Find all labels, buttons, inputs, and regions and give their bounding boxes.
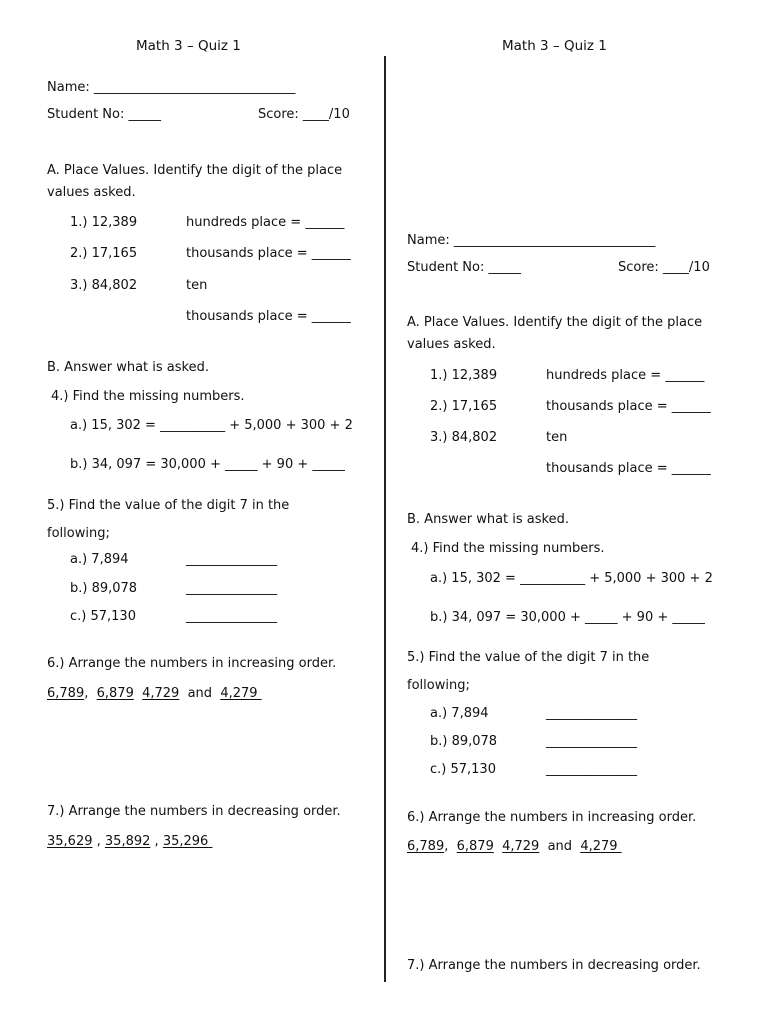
item-3-number: 3.) 84,802 bbox=[70, 278, 138, 293]
quiz-title: Math 3 – Quiz 1 bbox=[136, 38, 241, 54]
question-4a[interactable]: a.) 15, 302 = __________ + 5,000 + 300 + 2 bbox=[70, 418, 353, 433]
question-5b-blank[interactable]: ______________ bbox=[546, 734, 637, 749]
question-5c-blank[interactable]: ______________ bbox=[186, 609, 277, 624]
number: 4,279 bbox=[220, 686, 258, 701]
quiz-title: Math 3 – Quiz 1 bbox=[502, 38, 607, 54]
number: 6,879 bbox=[456, 839, 494, 854]
section-a-heading-cont: values asked. bbox=[407, 337, 496, 352]
item-2-number: 2.) 17,165 bbox=[430, 399, 498, 414]
question-5: 5.) Find the value of the digit 7 in the bbox=[47, 498, 290, 513]
question-6: 6.) Arrange the numbers in increasing order. bbox=[47, 656, 337, 671]
name-field[interactable]: Name: _______________________________ bbox=[407, 233, 656, 248]
question-5a-blank[interactable]: ______________ bbox=[546, 706, 637, 721]
question-7-numbers: 35,629 , 35,892 , 35,296 bbox=[47, 834, 209, 849]
section-a-heading: A. Place Values. Identify the digit of the place bbox=[407, 315, 703, 330]
item-1-question[interactable]: hundreds place = ______ bbox=[546, 368, 705, 383]
question-5: 5.) Find the value of the digit 7 in the bbox=[407, 650, 650, 665]
student-no-field[interactable]: Student No: _____ bbox=[47, 107, 161, 122]
question-7: 7.) Arrange the numbers in decreasing order. bbox=[407, 958, 701, 973]
item-1-question[interactable]: hundreds place = ______ bbox=[186, 215, 345, 230]
question-4: 4.) Find the missing numbers. bbox=[411, 541, 605, 556]
number: 4,279 bbox=[580, 839, 618, 854]
question-5c-label: c.) 57,130 bbox=[430, 762, 496, 777]
number: 6,789 bbox=[47, 686, 85, 701]
item-3-question-cont[interactable]: thousands place = ______ bbox=[546, 461, 711, 476]
item-2-number: 2.) 17,165 bbox=[70, 246, 138, 261]
number: 4,729 bbox=[142, 686, 180, 701]
section-b-heading: B. Answer what is asked. bbox=[47, 360, 209, 375]
score-field: Score: ____/10 bbox=[618, 260, 710, 275]
question-5b-label: b.) 89,078 bbox=[430, 734, 498, 749]
question-5a-blank[interactable]: ______________ bbox=[186, 552, 277, 567]
question-5-cont: following; bbox=[47, 526, 110, 541]
number: 35,629 bbox=[47, 834, 93, 849]
item-3-question: ten bbox=[546, 430, 568, 445]
number: 6,879 bbox=[96, 686, 134, 701]
question-6-numbers: 6,789, 6,879 4,729 and 4,279 bbox=[47, 686, 258, 701]
question-4b[interactable]: b.) 34, 097 = 30,000 + _____ + 90 + _____ bbox=[70, 457, 345, 472]
name-field[interactable]: Name: _______________________________ bbox=[47, 80, 296, 95]
question-4a[interactable]: a.) 15, 302 = __________ + 5,000 + 300 + 2 bbox=[430, 571, 713, 586]
question-5c-blank[interactable]: ______________ bbox=[546, 762, 637, 777]
item-2-question[interactable]: thousands place = ______ bbox=[186, 246, 351, 261]
number: 35,892 bbox=[104, 834, 151, 849]
item-3-question-cont[interactable]: thousands place = ______ bbox=[186, 309, 351, 324]
score-field: Score: ____/10 bbox=[258, 107, 350, 122]
question-5a-label: a.) 7,894 bbox=[430, 706, 489, 721]
question-5c-label: c.) 57,130 bbox=[70, 609, 136, 624]
question-6-numbers: 6,789, 6,879 4,729 and 4,279 bbox=[407, 839, 618, 854]
section-a-heading-cont: values asked. bbox=[47, 185, 136, 200]
question-5b-label: b.) 89,078 bbox=[70, 581, 138, 596]
number: 4,729 bbox=[502, 839, 540, 854]
item-3-question: ten bbox=[186, 278, 208, 293]
item-1-number: 1.) 12,389 bbox=[70, 215, 138, 230]
number: 6,789 bbox=[407, 839, 445, 854]
question-5-cont: following; bbox=[407, 678, 470, 693]
and-word: and bbox=[187, 686, 213, 701]
student-no-field[interactable]: Student No: _____ bbox=[407, 260, 521, 275]
number: 35,296 bbox=[162, 834, 209, 849]
section-b-heading: B. Answer what is asked. bbox=[407, 512, 569, 527]
question-6: 6.) Arrange the numbers in increasing order. bbox=[407, 810, 697, 825]
question-5b-blank[interactable]: ______________ bbox=[186, 581, 277, 596]
column-divider bbox=[384, 56, 386, 982]
item-2-question[interactable]: thousands place = ______ bbox=[546, 399, 711, 414]
question-5a-label: a.) 7,894 bbox=[70, 552, 129, 567]
question-4: 4.) Find the missing numbers. bbox=[51, 389, 245, 404]
and-word: and bbox=[547, 839, 573, 854]
question-7: 7.) Arrange the numbers in decreasing order. bbox=[47, 804, 341, 819]
item-1-number: 1.) 12,389 bbox=[430, 368, 498, 383]
section-a-heading: A. Place Values. Identify the digit of the place bbox=[47, 163, 343, 178]
question-4b[interactable]: b.) 34, 097 = 30,000 + _____ + 90 + _____ bbox=[430, 610, 705, 625]
item-3-number: 3.) 84,802 bbox=[430, 430, 498, 445]
